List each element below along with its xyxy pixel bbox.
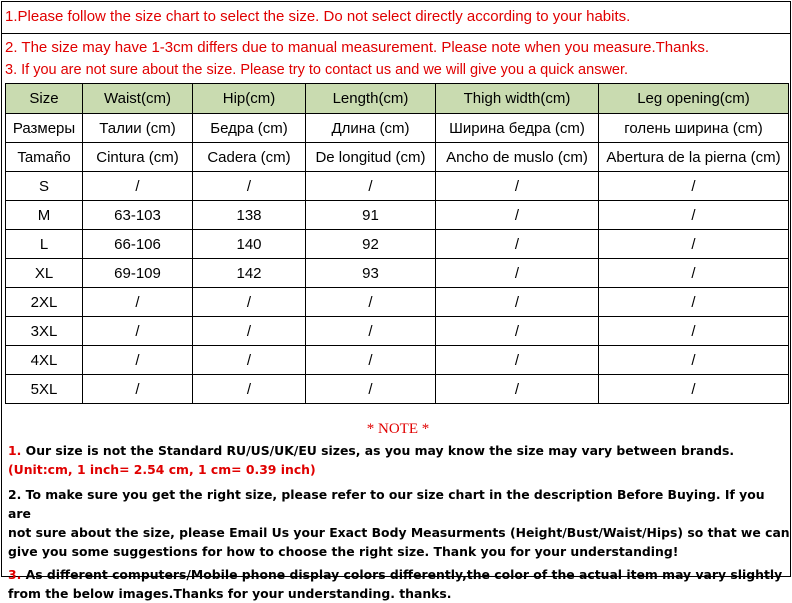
- header-length: Length(cm): [306, 84, 436, 114]
- table-cell: /: [436, 230, 599, 259]
- table-cell: 63-103: [83, 201, 193, 230]
- table-cell: 66-106: [83, 230, 193, 259]
- table-cell: 138: [193, 201, 306, 230]
- table-cell: 93: [306, 259, 436, 288]
- table-cell: /: [306, 317, 436, 346]
- header-ru-cell: Ширина бедра (cm): [436, 114, 599, 143]
- table-cell: /: [599, 230, 789, 259]
- top-note-3: 3. If you are not sure about the size. Please try to contact us and we will give you a quick answer.: [5, 62, 629, 78]
- table-cell: /: [599, 201, 789, 230]
- table-cell: /: [436, 375, 599, 404]
- header-ru-cell: Размеры: [6, 114, 83, 143]
- note-unit-line: (Unit:cm, 1 inch= 2.54 cm, 1 cm= 0.39 inch): [8, 462, 316, 477]
- note-3-line-2: from the below images.Thanks for your understanding. thanks.: [8, 586, 452, 601]
- header-thigh-width: Thigh width(cm): [436, 84, 599, 114]
- table-cell: 91: [306, 201, 436, 230]
- table-cell: 69-109: [83, 259, 193, 288]
- table-cell: 4XL: [6, 346, 83, 375]
- header-es-cell: Abertura de la pierna (cm): [599, 143, 789, 172]
- header-es-cell: De longitud (cm): [306, 143, 436, 172]
- note-section: [5, 414, 791, 601]
- header-waist: Waist(cm): [83, 84, 193, 114]
- table-cell: /: [599, 346, 789, 375]
- header-ru-cell: Талии (cm): [83, 114, 193, 143]
- table-cell: L: [6, 230, 83, 259]
- table-cell: /: [599, 288, 789, 317]
- size-rows: [6, 172, 789, 404]
- table-cell: /: [193, 317, 306, 346]
- note-title: * NOTE *: [366, 421, 430, 437]
- table-row: [6, 375, 789, 404]
- table-cell: /: [83, 317, 193, 346]
- table-cell: /: [83, 346, 193, 375]
- note-2-line-3: give you some suggestions for how to choose the right size. Thank you for your understanding!: [8, 544, 679, 559]
- table-cell: 2XL: [6, 288, 83, 317]
- note-paragraph-1: [8, 441, 791, 460]
- table-cell: /: [436, 317, 599, 346]
- note-3-number: 3.: [8, 567, 22, 582]
- note-2-line-1: 2. To make sure you get the right size, please refer to our size chart in the description Before Buying. If you are: [8, 487, 765, 521]
- table-row: [6, 230, 789, 259]
- table-row: [6, 172, 789, 201]
- header-es-cell: Tamaño: [6, 143, 83, 172]
- table-cell: S: [6, 172, 83, 201]
- table-cell: /: [193, 288, 306, 317]
- table-cell: /: [193, 346, 306, 375]
- header-es-cell: Cadera (cm): [193, 143, 306, 172]
- table-cell: /: [83, 375, 193, 404]
- header-ru-cell: Бедра (cm): [193, 114, 306, 143]
- table-cell: /: [436, 201, 599, 230]
- table-cell: /: [306, 346, 436, 375]
- size-table: [5, 83, 789, 404]
- table-row: [6, 201, 789, 230]
- header-ru-cell: голень ширина (cm): [599, 114, 789, 143]
- table-cell: /: [436, 346, 599, 375]
- table-cell: 3XL: [6, 317, 83, 346]
- table-row: [6, 346, 789, 375]
- note-3-line-1: As different computers/Mobile phone display colors differently,the color of the actual item may vary slightly: [21, 567, 783, 582]
- header-hip: Hip(cm): [193, 84, 306, 114]
- table-cell: /: [599, 375, 789, 404]
- table-cell: /: [193, 172, 306, 201]
- header-size: Size: [6, 84, 83, 114]
- table-cell: 5XL: [6, 375, 83, 404]
- top-note-2: 2. The size may have 1-3cm differs due to manual measurement. Please note when you measure.Thanks.: [5, 39, 709, 56]
- table-cell: /: [306, 172, 436, 201]
- size-chart-frame: [1, 1, 791, 601]
- note-paragraph-3: [8, 565, 791, 584]
- note-1-text: Our size is not the Standard RU/US/UK/EU sizes, as you may know the size may vary between brands.: [21, 443, 735, 458]
- table-cell: /: [436, 259, 599, 288]
- table-cell: 142: [193, 259, 306, 288]
- table-cell: /: [306, 375, 436, 404]
- header-ru-cell: Длина (cm): [306, 114, 436, 143]
- header-row-es: [6, 143, 789, 172]
- table-cell: 92: [306, 230, 436, 259]
- table-cell: 140: [193, 230, 306, 259]
- table-cell: /: [306, 288, 436, 317]
- table-cell: /: [193, 375, 306, 404]
- header-row-en: [6, 84, 789, 114]
- table-cell: /: [436, 172, 599, 201]
- table-cell: /: [599, 317, 789, 346]
- table-row: [6, 259, 789, 288]
- top-note-1: 1.Please follow the size chart to select the size. Do not select directly according to your habits.: [5, 8, 631, 25]
- header-es-cell: Ancho de muslo (cm): [436, 143, 599, 172]
- table-cell: /: [436, 288, 599, 317]
- table-cell: M: [6, 201, 83, 230]
- note-2-line-2: not sure about the size, please Email Us your Exact Body Measurments (Height/Bust/Waist/Hips) so that we can: [8, 525, 790, 540]
- table-row: [6, 317, 789, 346]
- table-cell: /: [83, 288, 193, 317]
- table-cell: XL: [6, 259, 83, 288]
- table-cell: /: [83, 172, 193, 201]
- table-cell: /: [599, 259, 789, 288]
- table-row: [6, 288, 789, 317]
- table-cell: /: [599, 172, 789, 201]
- header-es-cell: Cintura (cm): [83, 143, 193, 172]
- header-leg-opening: Leg opening(cm): [599, 84, 789, 114]
- header-row-ru: [6, 114, 789, 143]
- note-1-number: 1.: [8, 443, 22, 458]
- divider: [2, 33, 790, 34]
